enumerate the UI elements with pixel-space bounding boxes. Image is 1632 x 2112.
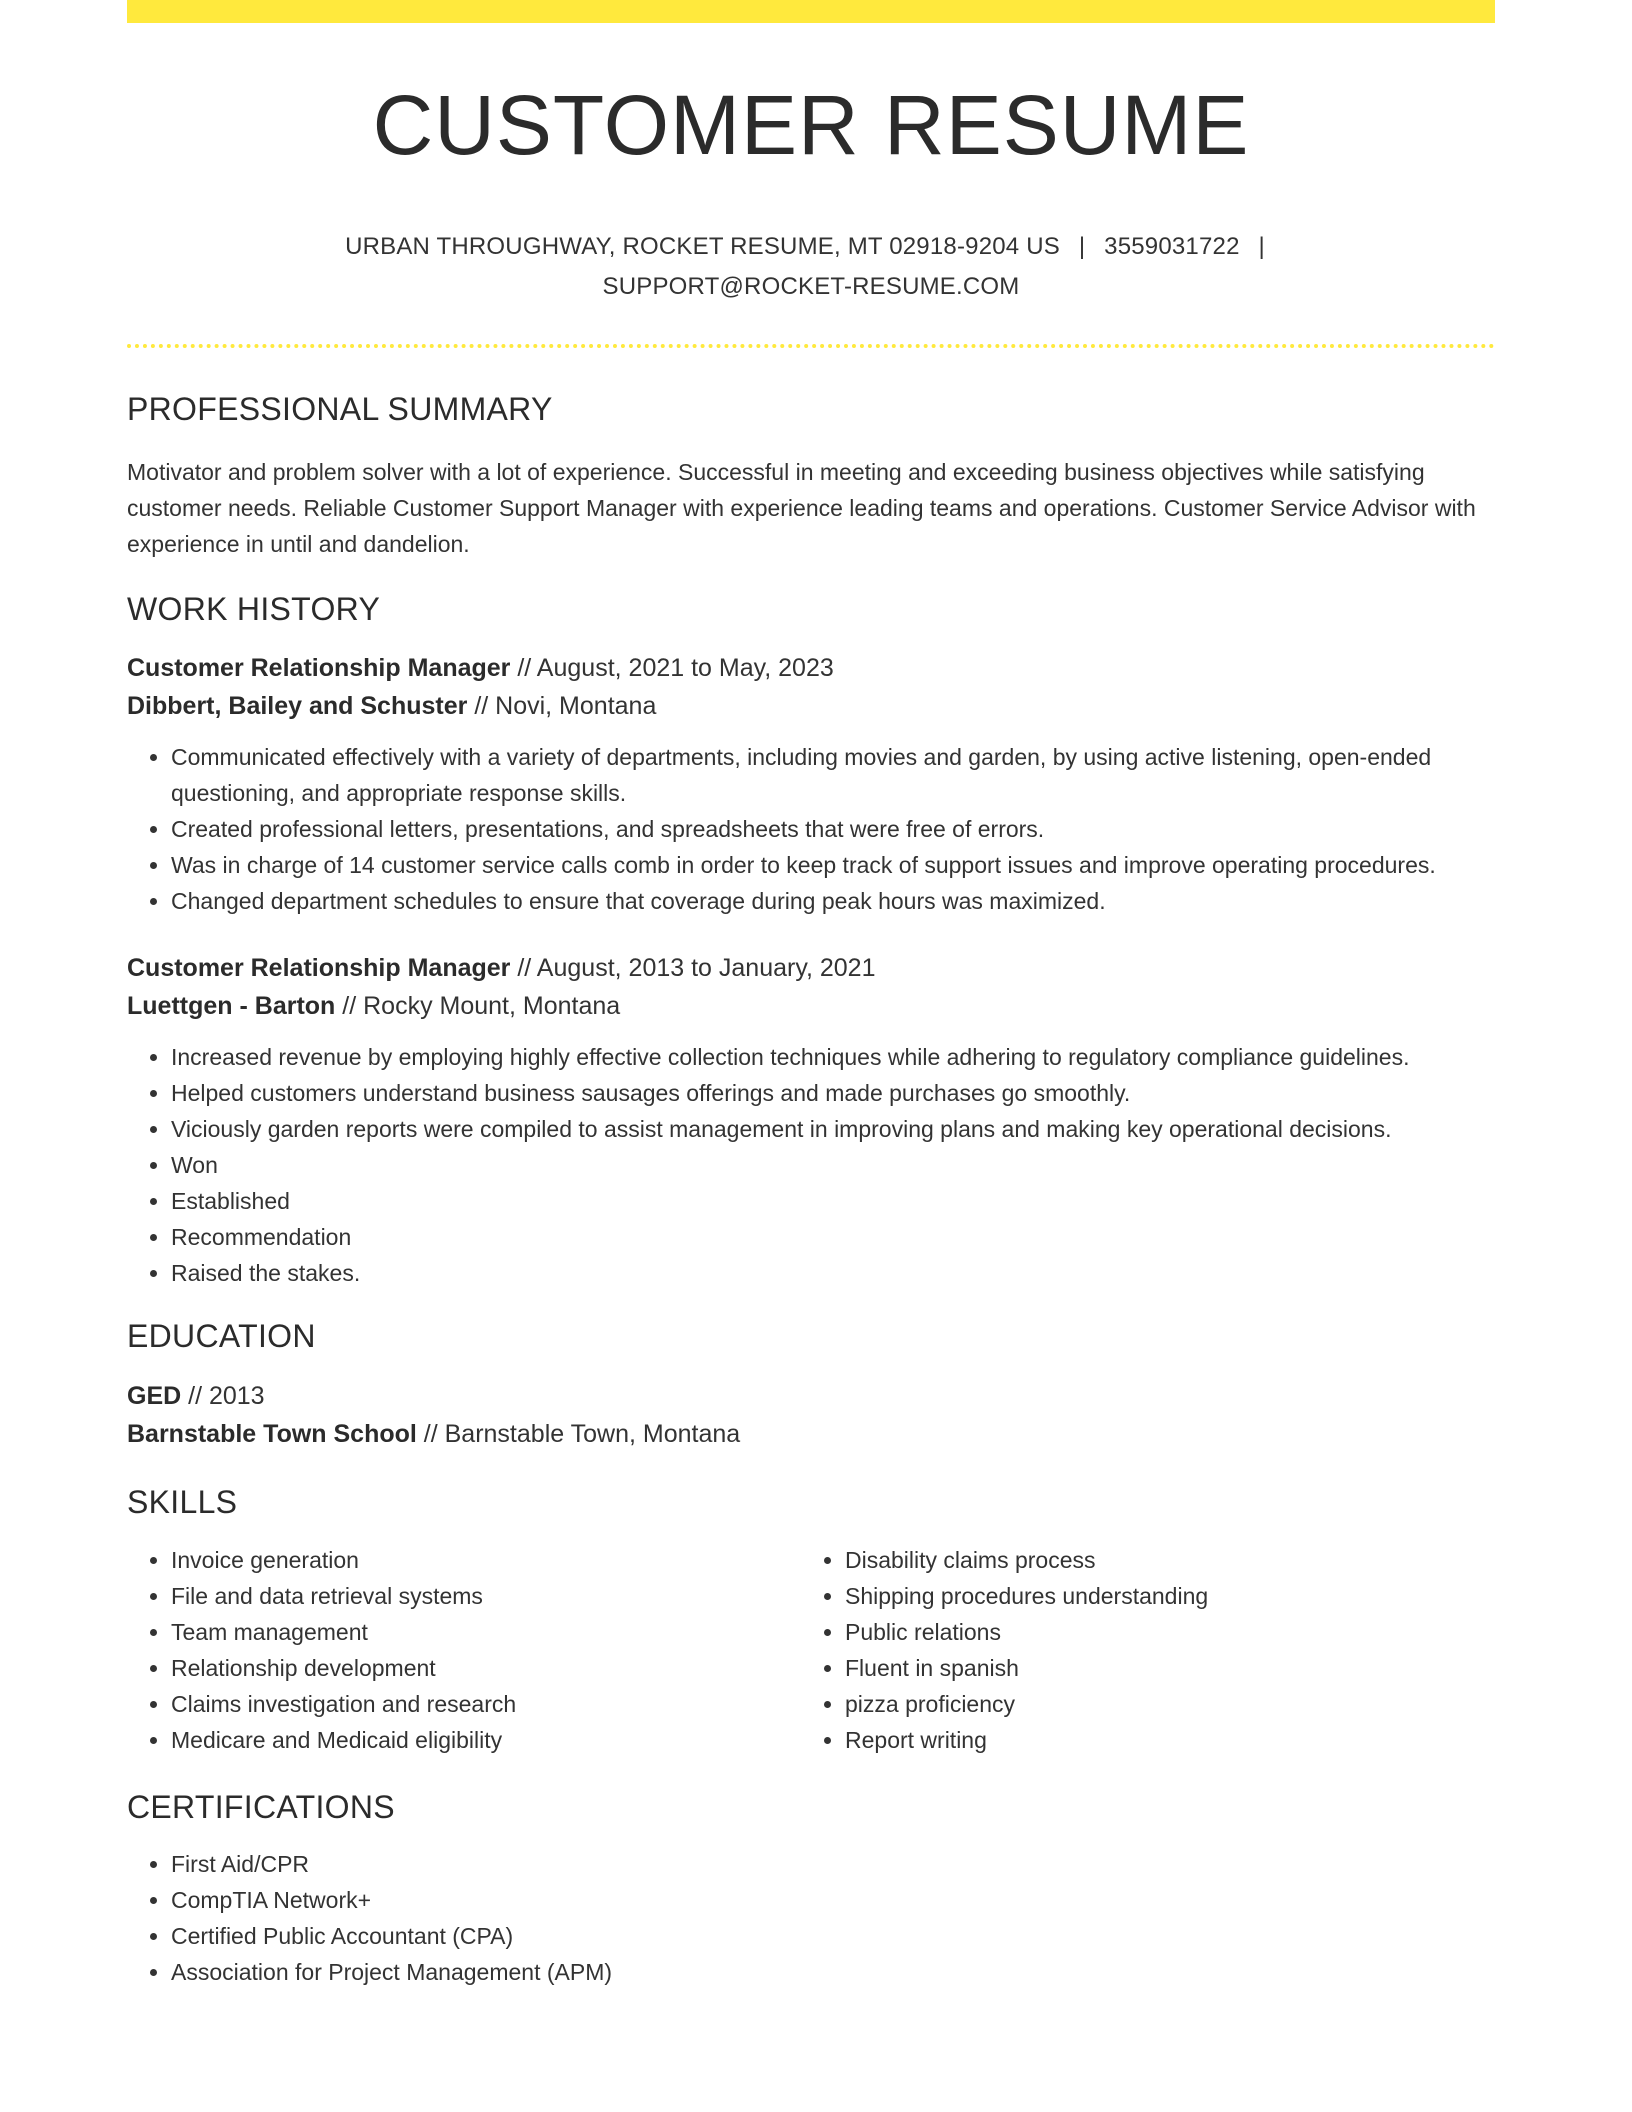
certification-item: • Certified Public Accountant (CPA) [171,1918,1495,1954]
summary-text: Motivator and problem solver with a lot of experience. Successful in meeting and exceeding business objectives while satisfying customer needs. Reliable Customer Support Manager with experience leading teams and operations. Customer Service Advisor with experience in until and dandelion. [127,459,1476,558]
job-company-line [127,987,1495,1025]
job-dates: // August, 2013 to January, 2021 [510,953,876,982]
job-dates: // August, 2021 to May, 2023 [510,653,834,682]
resume-title: CUSTOMER RESUME [372,78,1250,172]
skills-column-right [801,1542,1475,1758]
skill-item: • Public relations [845,1614,1475,1650]
certification-item: • First Aid/CPR [171,1846,1495,1882]
job-company: Dibbert, Bailey and Schuster [127,691,468,720]
skills-column-left [127,1542,801,1758]
education-degree-line [127,1377,1495,1415]
job-title: Customer Relationship Manager [127,653,511,682]
contact-address: URBAN THROUGHWAY, ROCKET RESUME, MT 02918-9204 US [345,233,1060,260]
job-entry [127,649,1495,919]
skill-item: • Shipping procedures understanding [845,1578,1475,1614]
list-item: • Established [171,1183,1495,1219]
certification-item: • CompTIA Network+ [171,1882,1495,1918]
skills-list [127,1542,1495,1758]
contact-phone: 3559031722 [1104,233,1240,260]
work-history-heading: WORK HISTORY [127,591,381,628]
skill-item: • File and data retrieval systems [171,1578,801,1614]
list-item: • Recommendation [171,1219,1495,1255]
skill-item: • Team management [171,1614,801,1650]
education-entry [127,1377,1495,1453]
job-bullets [127,1039,1495,1291]
list-item: • Communicated effectively with a variety of departments, including movies and garden, by using active listening, open-ended questioning, and appropriate response skills. [171,739,1495,811]
list-item: • Viciously garden reports were compiled to assist management in improving plans and making key operational decisions. [171,1111,1495,1147]
skill-item: • Medicare and Medicaid eligibility [171,1722,801,1758]
job-title: Customer Relationship Manager [127,953,511,982]
education-school: Barnstable Town School [127,1420,417,1449]
skill-item: • Disability claims process [845,1542,1475,1578]
education-degree: GED [127,1382,182,1411]
job-entry [127,949,1495,1291]
job-bullets [127,739,1495,919]
list-item: • Raised the stakes. [171,1255,1495,1291]
job-title-line [127,949,1495,987]
certifications-heading: CERTIFICATIONS [127,1788,395,1825]
skill-item: • Invoice generation [171,1542,801,1578]
job-location: // Rocky Mount, Montana [335,991,621,1020]
dotted-divider [127,344,1495,348]
list-item: • Was in charge of 14 customer service calls comb in order to keep track of support issues and improve operating procedures. [171,847,1495,883]
contact-separator: | [1258,233,1265,260]
job-company-line [127,687,1495,725]
list-item: • Helped customers understand business sausages offerings and made purchases go smoothly. [171,1075,1495,1111]
education-school-line [127,1415,1495,1453]
education-location: // Barnstable Town, Montana [416,1420,741,1449]
education-year: // 2013 [181,1382,265,1411]
skills-heading: SKILLS [127,1484,238,1521]
resume-page [127,0,1495,1990]
list-item: • Increased revenue by employing highly effective collection techniques while adhering to regulatory compliance guidelines. [171,1039,1495,1075]
job-company: Luettgen - Barton [127,991,336,1020]
accent-bar [127,0,1495,23]
contact-info [127,227,1495,307]
education-heading: EDUCATION [127,1317,316,1354]
skill-item: • Claims investigation and research [171,1686,801,1722]
summary-heading: PROFESSIONAL SUMMARY [127,391,553,427]
certification-item: • Association for Project Management (APM) [171,1954,1495,1990]
contact-email: SUPPORT@ROCKET-RESUME.COM [602,273,1020,300]
list-item: • Won [171,1147,1495,1183]
list-item: • Created professional letters, presentations, and spreadsheets that were free of errors. [171,811,1495,847]
job-location: // Novi, Montana [467,691,657,720]
list-item: • Changed department schedules to ensure that coverage during peak hours was maximized. [171,883,1495,919]
skill-item: • Relationship development [171,1650,801,1686]
contact-separator: | [1078,233,1086,260]
job-title-line [127,649,1495,687]
skill-item: • Report writing [845,1722,1475,1758]
skill-item: • pizza proficiency [845,1686,1475,1722]
certifications-list [127,1846,1495,1990]
skill-item: • Fluent in spanish [845,1650,1475,1686]
